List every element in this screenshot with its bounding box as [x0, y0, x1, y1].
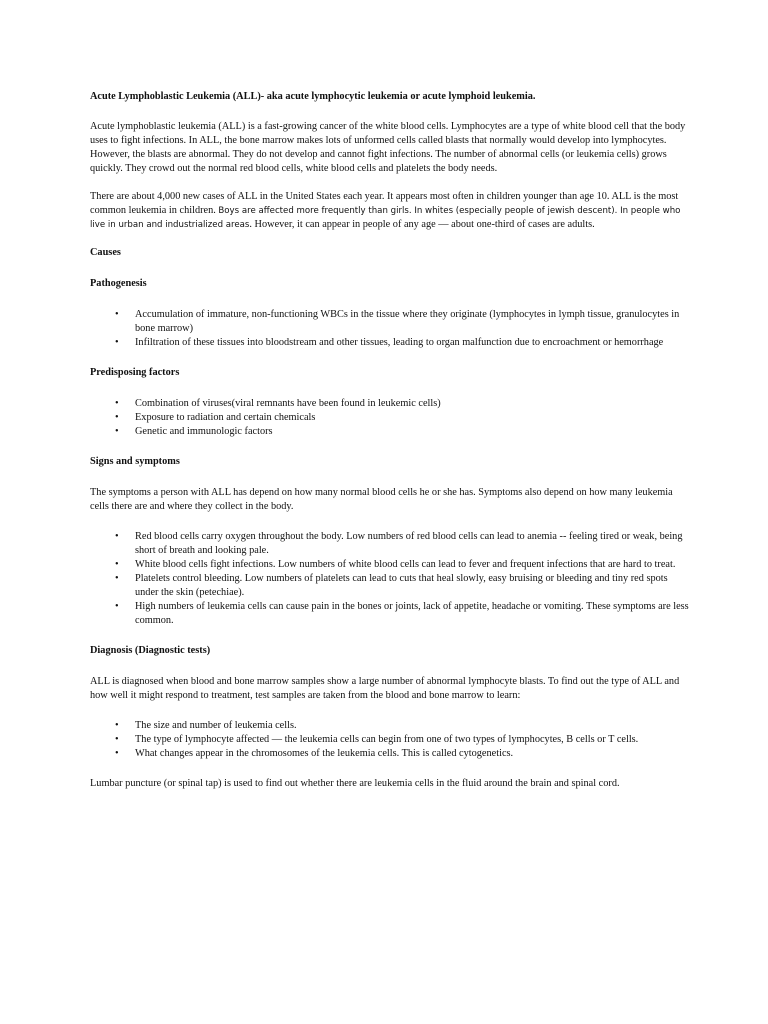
list-item — [90, 733, 690, 747]
list-item — [90, 308, 690, 336]
bullet: • — [115, 601, 119, 612]
predisposing-heading: Predisposing factors — [90, 367, 180, 378]
diagnosis-list — [90, 719, 690, 761]
list-item — [90, 336, 690, 350]
stats-text-part2: Boys are affected more frequently than girls. In whites (especially people of jewish descent). In people who live in urban and industrialized areas — [90, 206, 681, 230]
bullet: • — [115, 573, 119, 584]
bullet: • — [115, 337, 119, 348]
list-item-text: Exposure to radiation and certain chemicals — [135, 412, 316, 423]
stats-paragraph — [90, 190, 690, 232]
signs-intro-paragraph: The symptoms a person with ALL has depend on how many normal blood cells he or she has. Symptoms also depend on how many leukemia cells there are and where they collect in the body. — [90, 487, 673, 512]
list-item-text: Combination of viruses(viral remnants have been found in leukemic cells) — [135, 398, 441, 409]
bullet: • — [115, 720, 119, 731]
pathogenesis-heading: Pathogenesis — [90, 278, 147, 289]
lumbar-paragraph: Lumbar puncture (or spinal tap) is used to find out whether there are leukemia cells in the fluid around the brain and spinal cord. — [90, 778, 620, 789]
list-item — [90, 558, 690, 572]
bullet: • — [115, 309, 119, 320]
causes-heading: Causes — [90, 247, 121, 258]
diagnosis-heading: Diagnosis (Diagnostic tests) — [90, 645, 211, 656]
list-item — [90, 425, 690, 439]
signs-list — [90, 530, 690, 628]
list-item-text: Platelets control bleeding. Low numbers of platelets can lead to cuts that heal slowly, easy bruising or bleeding and tiny red spots under the skin (petechiae). — [135, 573, 668, 598]
list-item-text: Accumulation of immature, non-functioning WBCs in the tissue where they originate (lymphocytes in lymph tissue, granulocytes in bone marrow) — [135, 309, 680, 334]
list-item — [90, 719, 690, 733]
signs-heading: Signs and symptoms — [90, 456, 180, 467]
list-item — [90, 600, 690, 628]
bullet: • — [115, 734, 119, 745]
list-item — [90, 411, 690, 425]
list-item — [90, 572, 690, 600]
stats-text-part1: There are about 4,000 new cases of ALL in the United States each year. It appears most often in children younger than age 10. ALL is the most common leukemia in children. — [90, 191, 679, 216]
stats-text-part3: . However, it can appear in people of any age — about one-third of cases are adults. — [249, 219, 595, 230]
list-item-text: High numbers of leukemia cells can cause pain in the bones or joints, lack of appetite, headache or vomiting. These symptoms are less common. — [135, 601, 689, 626]
list-item — [90, 530, 690, 558]
diagnosis-intro-paragraph: ALL is diagnosed when blood and bone marrow samples show a large number of abnormal lymphocyte blasts. To find out the type of ALL and how well it might respond to treatment, test samples are taken from the blood and bone marrow to learn: — [90, 676, 680, 701]
list-item — [90, 397, 690, 411]
list-item-text: White blood cells fight infections. Low numbers of white blood cells can lead to fever and frequent infections that are hard to treat. — [135, 559, 676, 570]
bullet: • — [115, 748, 119, 759]
predisposing-list — [90, 397, 690, 439]
list-item — [90, 747, 690, 761]
bullet: • — [115, 531, 119, 542]
list-item-text: Genetic and immunologic factors — [135, 426, 273, 437]
bullet: • — [115, 412, 119, 423]
bullet: • — [115, 426, 119, 437]
bullet: • — [115, 398, 119, 409]
document-title: Acute Lymphoblastic Leukemia (ALL)- aka acute lymphocytic leukemia or acute lymphoid leukemia. — [90, 91, 536, 102]
list-item-text: What changes appear in the chromosomes of the leukemia cells. This is called cytogenetics. — [135, 748, 514, 759]
pathogenesis-list — [90, 308, 690, 350]
list-item-text: Infiltration of these tissues into bloodstream and other tissues, leading to organ malfunction due to encroachment or hemorrhage — [135, 337, 664, 348]
list-item-text: The size and number of leukemia cells. — [135, 720, 297, 731]
list-item-text: The type of lymphocyte affected — the leukemia cells can begin from one of two types of lymphocytes, B cells or T cells. — [135, 734, 639, 745]
list-item-text: Red blood cells carry oxygen throughout the body. Low numbers of red blood cells can lead to anemia -- feeling tired or weak, being short of breath and looking pale. — [135, 531, 683, 556]
document-page — [90, 90, 690, 805]
intro-paragraph: Acute lymphoblastic leukemia (ALL) is a fast-growing cancer of the white blood cells. Lymphocytes are a type of white blood cell that the body uses to fight infections. In ALL, the bone marrow makes lots of unformed cells called blasts that normally would develop into lymphocytes. However, the blasts are abnormal. They do not develop and cannot fight infections. The number of abnormal cells (or leukemia cells) grows quickly. They crowd out the normal red blood cells, white blood cells and platelets the body needs. — [90, 121, 686, 174]
bullet: • — [115, 559, 119, 570]
